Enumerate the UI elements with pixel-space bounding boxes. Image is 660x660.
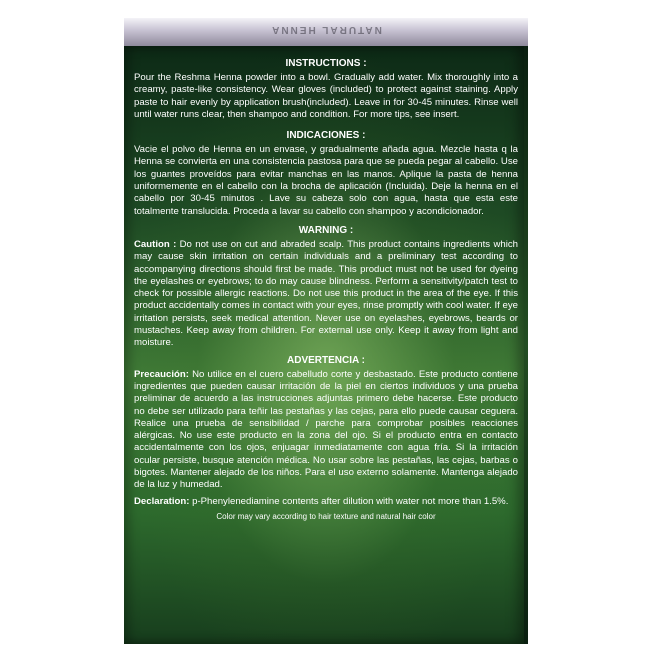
declaration-label: Declaration: xyxy=(134,495,190,507)
declaration-paragraph xyxy=(134,496,518,508)
box-back-panel xyxy=(124,46,528,644)
advertencia-title: ADVERTENCIA : xyxy=(287,354,365,366)
box-side-edge xyxy=(524,46,528,644)
footer-note: Color may vary according to hair texture and natural hair color xyxy=(216,511,436,521)
indicaciones-text: Vacie el polvo de Henna en un envase, y gradualmente añada agua. Mezcle hasta q la Henna se convierta en una consistencia pastosa para que se pueda pegar al cabello. Use los guantes proveídos para evitar manchas en las manos. Aplique la pasta de henna uniformemente en el cabello con la brocha de aplicación (Incluida). Deje la henna en el cabello por 30-45 minutos . Lave su cabeza solo con agua, hasta que esta este totalmente translucida. Proceda a lavar su cabello con shampoo y acondicionador. xyxy=(134,144,518,217)
declaration-text: p-Phenylenediamine contents after dilution with water not more than 1.5%. xyxy=(189,495,509,507)
warning-paragraph xyxy=(134,239,518,350)
label-text-block xyxy=(134,54,518,523)
advertencia-paragraph xyxy=(134,369,518,492)
advertencia-text: No utilice en el cuero cabelludo corte y desbastado. Este producto contiene ingredientes que pueden causar irritación de la piel en ciertos individuos y una prueba preliminar de acuerdo a las instrucciones adjuntas primero debe hacerse. Este producto no debe ser utilizado para teñir las pestañas y las cejas, para ello puede causar ceguera. Realice una prueba de sensibilidad / parche para comprobar posibles reacciones alérgicas. No use este producto en la zona del ojo. Si el producto entra en contacto accidentalmente con los ojos, enjuagar inmediatamente con agua fría. Si la irritación ocular persiste, busque atención médica. No usar sobre las pestañas, las cejas, barbas o bigotes. Mantener alejado de los niños. Para el uso externo solamente. Mantenga alejado de la luz y humedad. xyxy=(134,368,518,491)
warning-text: Do not use on cut and abraded scalp. This product contains ingredients which may cause skin irritation on certain individuals and a preliminary test according to accompanying directions should first be made. This product must not be used for dyeing the eyelashes or eyebrows; to do may cause blindness. Perform a sensitivity/patch test to check for possible allergic reactions. Do not use this product in the area of the eye. If this product accidentally comes in contact with your eyes, rinse promptly with cool water. If eye irritation persists, seek medical attention. Never use on eyelashes, eyebrows, beards or mustaches. Keep away from children. For external use only. Keep it away from light and moisture. xyxy=(134,238,518,349)
precaucion-label: Precaución: xyxy=(134,368,189,380)
instructions-title: INSTRUCTIONS : xyxy=(285,58,367,69)
indicaciones-title: INDICACIONES : xyxy=(286,130,366,142)
flap-text: NATURAL HENNA xyxy=(270,24,382,35)
caution-label: Caution : xyxy=(134,238,177,250)
warning-title: WARNING : xyxy=(298,224,354,236)
box-top-flap xyxy=(124,18,528,47)
instructions-text: Pour the Reshma Henna powder into a bowl. Gradually add water. Mix thoroughly into a creamy, paste-like consistency. Wear gloves (included) to protect against staining. Apply paste to hair evenly by application brush(included). Leave in for 30-45 minutes. Rinse well until water runs clear, then shampoo and condition. For more tips, see insert. xyxy=(134,72,518,120)
henna-box xyxy=(124,18,528,644)
